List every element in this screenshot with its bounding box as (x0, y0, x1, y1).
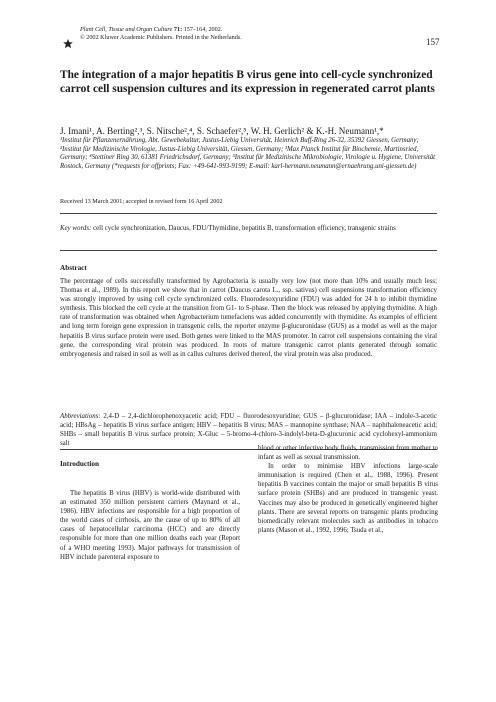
introduction-heading: Introduction (60, 460, 100, 468)
intro-column-left (60, 489, 240, 562)
intro-paragraph: The hepatitis B virus (HBV) is world-wide distributed with an estimated 350 million persistent carriers (Maynard et al., 1986). HBV infections are responsible for a high proportion of the world cases of cirrhosis, are the cause of up to 80% of all cases of hepatocellular carcinoma (HCC) and are directly responsible for more than one million deaths each year (Report of a WHO meeting 1993). Major pathways for transmission of HBV include parenteral exposure to (60, 490, 240, 561)
abstract-heading: Abstract (60, 264, 87, 272)
journal-name: Plant Cell, Tissue and Organ Culture (80, 26, 173, 33)
publisher-logo-icon (62, 38, 74, 50)
affiliations: ¹Institut für Pflanzenernährung, Abt. Gewebekultur, Justus-Liebig Universität, Heinrich Buff-Ring 26-32, 35392 Giessen, Germany; ²Institut für Medizinische Virologie, Justus-Liebig Universität, Giessen, Germany; ³Max Planck Institut für Biochemie, Martinsried, Germany; ⁴Stettiner Ring 30, 61381 Friedrichsdorf, Germany; ⁵Institut für Medizinische Mikrobiologie, Virologie u. Hygiene, Universität Rostock, Germany (*requests for offprints; Fax: +49-641-993-9199; E-mail: karl-hermann.neumann@ernaehrung.uni-giessen.de) (60, 137, 436, 170)
abbreviations-label: Abbreviations: (60, 413, 101, 420)
intro-paragraph: blood or other infective body fluids, transmission from mother to infant as well as sexual transmission. (258, 445, 438, 462)
article-title: The integration of a major hepatitis B virus gene into cell-cycle synchronized carrot cell suspension cultures and its expression in regenerated carrot plants (60, 69, 435, 95)
keywords-text: cell cycle synchronization, Daucus, FDU/Thymidine, hepatitis B, transformation efficiency, transgenic strains (93, 225, 396, 232)
author-list: J. Imani¹, A. Berting²,³, S. Nitsche²,⁴, S. Schaefer²,⁵, W. H. Gerlich² & K.-H. Neumann¹,* (60, 126, 384, 136)
received-accepted-dates: Received 13 March 2001; accepted in revised form 16 April 2002 (60, 198, 223, 205)
divider (60, 250, 437, 251)
keywords-label: Key words: (60, 225, 92, 232)
divider (60, 213, 437, 214)
journal-pages: 157–164, 2002. (183, 26, 223, 33)
intro-column-right (258, 444, 438, 535)
page-number: 157 (426, 37, 440, 47)
abbreviations-text: 2,4-D – 2,4-dichlorophenoxyacetic acid; FDU – fluorodesoxyuridine; GUS – β-glucuronidase; IAA – indole-3-acetic acid; HBsAg – hepatitis B virus surface antigen; HBV – hepatitis B virus; MAS – mannopine synthase; NAA – naphthaleneacetic acid; SHBs – small hepatitis B virus surface protein; X-Gluc – 5-bromo-4-chloro-3-indolyl-beta-D-glucuronic acid cyclohexyl-ammonium salt (60, 413, 437, 448)
abbreviations (60, 412, 437, 448)
abstract-text: The percentage of cells successfully transformed by Agrobacteria is usually very low (not more than 10% and usually much less; Thomas et al., 1989). In this report we show that in carrot (Daucus carota L., ssp. sativus) cell suspensions transformation efficiency was strongly improved by using cell cycle synchronized cells. Fluorodesoxyuridine (FDU) was added for 24 h to inhibit thymidine synthesis. This blocked the cell cycle at the transition from G1- to S-phase. Then the block was released by applying thymidine. A high rate of transformation was obtained when Agrobacterium tumefaciens was added concurrently with thymidine. As examples of efficient and long term foreign gene expression in transgenic cells, the reporter enzyme β-glucuronidase (GUS) as a model as well as the major hepatitis B virus surface protein were used. Both genes were linked to the MAS promoter. In carrot cell suspensions containing the viral gene, the corresponding viral protein was produced. In roots of mature transgenic carrot plants generated through somatic embryogenesis and raised in soil as well as in callus cultures derived thereof, the viral protein was also produced. (60, 278, 437, 358)
copyright-line: © 2002 Kluwer Academic Publishers. Printed in the Netherlands. (80, 34, 242, 42)
keywords (60, 224, 437, 233)
journal-volume: 71: (173, 26, 183, 33)
intro-paragraph: In order to minimise HBV infections large-scale immunisation is required (Chen et al., 1988, 1996). Present hepatitis B vaccines contain the major or small hepatitis B virus surface protein (SHBs) and are produced in transgenic yeast. Vaccines may also be produced in genetically engineered higher plants. There are several reports on transgenic plants producing biomedically relevant molecules such as antibodies in tobacco plants (Mason et al., 1992, 1996; Tsuda et al., (258, 463, 438, 534)
